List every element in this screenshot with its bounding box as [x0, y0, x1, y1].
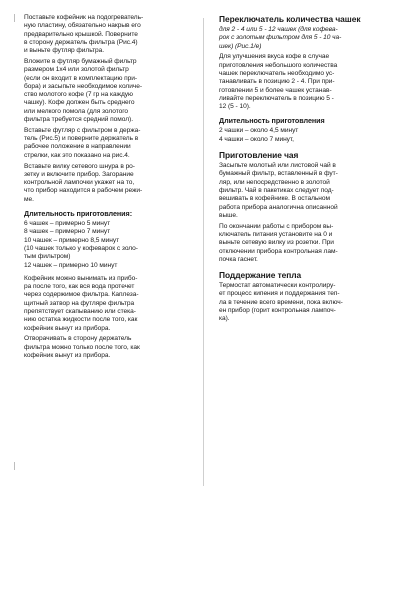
text-line: чашек переключатель необходимо ус- [219, 69, 335, 77]
text-line: зетку и включите прибор. Загорание [24, 170, 134, 178]
text-line: шек) (Рис.1/е) [219, 42, 262, 50]
text-line: Вложите в футляр бумажный фильтр [24, 57, 137, 65]
paragraph-place-pot [24, 14, 196, 55]
text-line: размером 1х4 или золотой фильтр [24, 66, 129, 74]
duration-list-left [24, 220, 196, 270]
text-line: ла в течение всего времени, пока включ- [219, 298, 343, 306]
list-item: 6 чашек – примерно 5 минут [24, 220, 111, 228]
margin-mark [14, 14, 15, 22]
text-line: ную пластину, обязательно накрыв его [24, 22, 141, 30]
text-line: препятствует скапыванию или стека- [24, 308, 136, 315]
text-line: нию остатка жидкости после того, как [24, 316, 138, 324]
column-divider [203, 18, 204, 486]
cup-switch-subtitle [219, 26, 397, 51]
text-line: Термостат автоматически контролиру- [219, 282, 336, 290]
list-item: 8 чашек – примерно 7 минут [24, 228, 111, 236]
text-line: (если он входит в комплектацию при- [24, 74, 138, 82]
text-line: Вставьте вилку сетевого шнура в ро- [24, 162, 135, 170]
text-line: готовлении 5 и более чашек устанав- [219, 86, 332, 94]
text-line: фильтра можно только после того, как [24, 343, 140, 351]
list-item: 10 чашек – примерно 8,5 минут [24, 236, 120, 244]
text-line: Отворачивать в сторону держатель [24, 335, 132, 343]
text-line: танавливать в позицию 2 - 4. При при- [219, 78, 335, 86]
text-line: через содержимое фильтра. Каплеза- [24, 291, 139, 299]
text-line: кофейник вынут из прибора. [24, 324, 111, 332]
text-line: ме. [24, 195, 34, 203]
left-column [24, 14, 196, 363]
text-line: ет процесс кипения и поддержания теп- [219, 290, 340, 298]
duration-list-right [219, 127, 397, 144]
text-line: контрольной лампочки укажет на то, [24, 179, 135, 187]
list-item: 12 чашек – примерно 10 минут [24, 261, 118, 269]
text-line: По окончании работы с прибором вы- [219, 222, 334, 230]
text-line: в сторону держатель фильтра (Рис.4) [24, 38, 138, 46]
list-item: 2 чашки – около 4,5 минут [219, 127, 299, 135]
duration-heading-left: Длительность приготовления: [24, 209, 133, 219]
text-line: Поставьте кофейник на подогреватель- [24, 14, 144, 21]
tea-paragraph-1 [219, 162, 397, 220]
tea-paragraph-2 [219, 223, 397, 264]
text-line: для 2 - 4 или 5 - 12 чашек (для кофева- [219, 26, 338, 33]
list-item: (10 чашек только у кофеварок с золо- [24, 244, 138, 252]
text-line: почка гаснет. [219, 255, 258, 263]
text-line: рабочее положение в направлении [24, 143, 131, 151]
keep-warm-heading: Поддержание тепла [219, 270, 302, 281]
text-line: или мелкого помола (для золотого [24, 107, 129, 115]
cup-switch-heading: Переключатель количества чашек [219, 14, 361, 24]
list-item: 4 чашки – около 7 минут, [219, 135, 294, 143]
text-line: ен прибор (горит контрольная лампоч- [219, 307, 336, 315]
text-line: ключатель питания установите на 0 и [219, 230, 333, 238]
text-line: приготовления небольшого количества [219, 61, 338, 69]
text-line: Кофейник можно вынимать из прибо- [24, 274, 138, 282]
keep-warm-paragraph [219, 282, 397, 323]
text-line: 12 (5 - 10). [219, 103, 251, 111]
text-line: ливайте переключатель в позицию 5 - [219, 94, 334, 102]
text-line: предварительно крышкой. Поверните [24, 30, 138, 38]
text-line: что прибор находится в рабочем режи- [24, 187, 143, 195]
paragraph-insert-filter [24, 58, 196, 124]
right-column [219, 14, 397, 326]
text-line: бумажный фильтр, вставленный в фут- [219, 170, 338, 178]
text-line: ка). [219, 315, 230, 323]
text-line: ра после того, как вся вода протечет [24, 283, 135, 291]
text-line: фильтр. Чай в пакетиках следует под- [219, 186, 334, 194]
text-line: рок с золотым фильтром для 5 - 10 ча- [219, 34, 342, 42]
text-line: стрелки, как это показано на рис.4. [24, 151, 130, 159]
margin-mark [14, 462, 15, 470]
cup-switch-paragraph [219, 53, 397, 111]
text-line: фильтра требуется средний помол). [24, 116, 133, 124]
text-line: Для улучшения вкуса кофе в случае [219, 53, 330, 61]
text-line: тель (Рис.5) и поверните держатель в [24, 135, 139, 143]
text-line: выше. [219, 211, 238, 219]
text-line: выньте сетевую вилку из розетки. При [219, 239, 334, 247]
text-line: ляр, или непосредственно в золотой [219, 178, 330, 186]
tea-heading: Приготовление чая [219, 150, 299, 161]
text-line: работа прибора аналогична описанной [219, 203, 338, 211]
text-line: ство молотого кофе (7 гр на каждую [24, 91, 133, 99]
text-line: чашку). Кофе должен быть среднего [24, 99, 135, 107]
duration-heading-right: Длительность приготовления [219, 116, 325, 126]
text-line: вешивать в кофейнике. В остальном [219, 195, 330, 203]
list-item: тым фильтром) [24, 253, 71, 261]
text-line: бора) и засыпьте необходимое количе- [24, 82, 143, 90]
paragraph-insert-holder [24, 127, 196, 160]
text-line: кофейник вынут из прибора. [24, 351, 111, 359]
paragraph-turn-holder [24, 335, 196, 360]
text-line: Засыпьте молотый или листовой чай в [219, 162, 336, 170]
text-line: отключении прибора контрольная лам- [219, 247, 338, 255]
paragraph-remove-pot [24, 275, 196, 333]
paragraph-plug-in [24, 163, 196, 204]
text-line: щитный затвор на футляре фильтра [24, 299, 135, 307]
text-line: и выньте футляр фильтра. [24, 47, 105, 55]
text-line: Вставьте футляр с фильтром в держа- [24, 126, 141, 134]
